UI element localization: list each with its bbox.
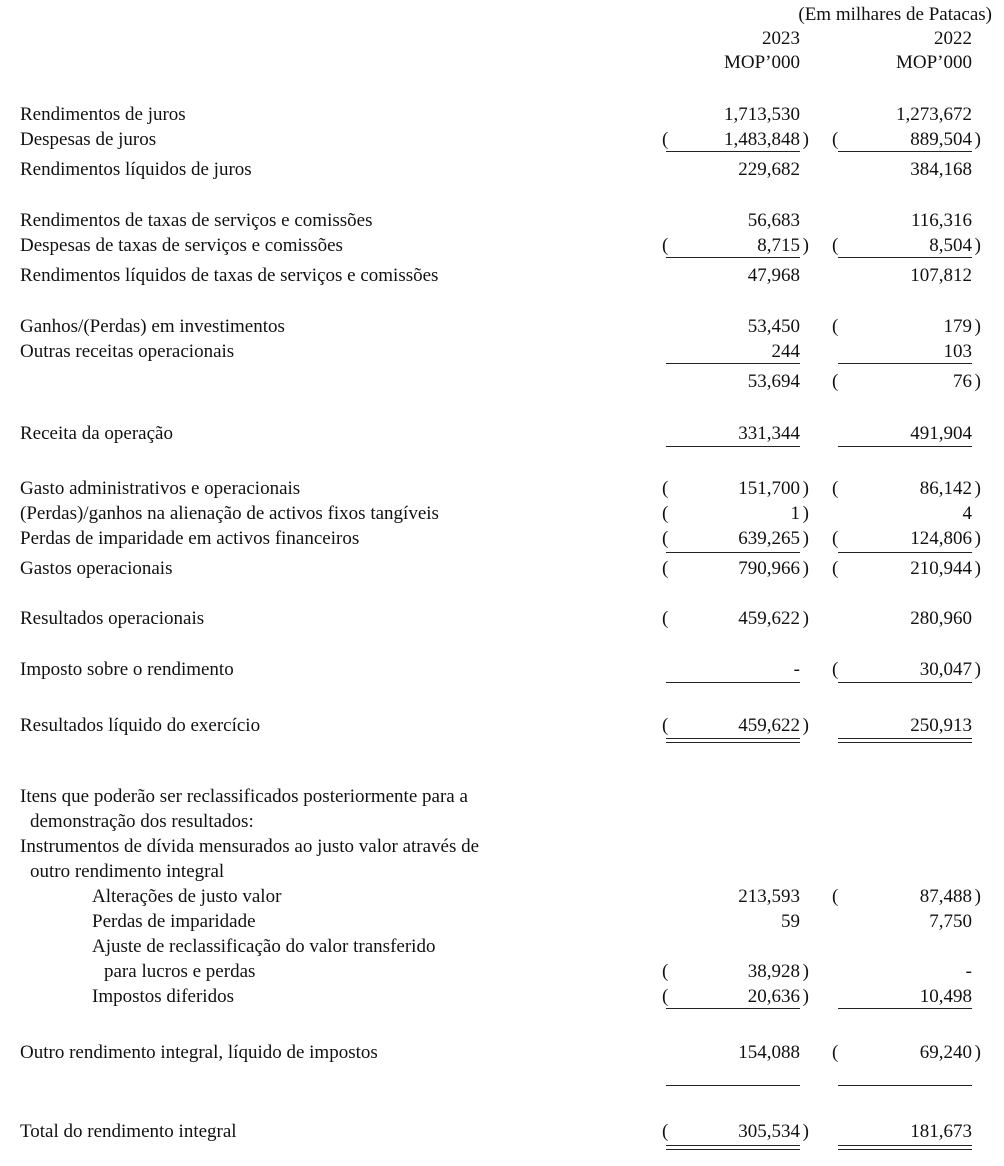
value-cell-2023: [662, 715, 810, 737]
value-cell-2022: [832, 159, 982, 181]
row-label: Ganhos/(Perdas) em investimentos: [20, 316, 285, 337]
row-label: para lucros e perdas: [104, 961, 256, 982]
value-cell-2023: [662, 503, 810, 525]
column-year-2022: 2022: [934, 28, 972, 49]
value-cell-2022: [832, 1042, 982, 1064]
subtotal-rule-2023: [666, 446, 800, 447]
value-cell-2022: [832, 659, 982, 681]
row-label: Gasto administrativos e operacionais: [20, 478, 301, 499]
close-paren: ): [974, 528, 981, 549]
row-label: Despesas de juros: [20, 129, 157, 150]
value-number: 459,622: [738, 608, 800, 629]
value-cell-2022: [832, 558, 982, 580]
value-number: 69,240: [919, 1042, 972, 1063]
close-paren: ): [802, 528, 809, 549]
value-cell-2022: [832, 235, 982, 257]
value-number: 790,966: [738, 558, 800, 579]
value-cell-2022: [832, 341, 982, 363]
close-paren: ): [974, 558, 981, 579]
subtotal-rule-2022: [838, 1008, 972, 1009]
subtotal-rule-2022: [838, 552, 972, 553]
value-cell-2022: [832, 316, 982, 338]
row-label: Outras receitas operacionais: [20, 341, 235, 362]
value-cell-2023: [662, 316, 810, 338]
value-number: 639,265: [738, 528, 800, 549]
value-number: 384,168: [910, 159, 972, 180]
subtotal-rule-2023: [666, 552, 800, 553]
close-paren: ): [974, 316, 981, 337]
value-number: 491,904: [910, 423, 972, 444]
value-cell-2022: [832, 371, 982, 393]
value-number: 1,273,672: [896, 104, 972, 125]
row-label: Rendimentos líquidos de taxas de serviços e comissões: [20, 265, 439, 286]
value-cell-2023: [662, 659, 810, 681]
open-paren: (: [662, 478, 669, 499]
value-number: 59: [781, 911, 800, 932]
open-paren: (: [662, 715, 669, 736]
open-paren: (: [832, 316, 839, 337]
subtotal-rule-2023: [666, 151, 800, 152]
open-paren: (: [662, 235, 669, 256]
value-number: 116,316: [910, 210, 972, 231]
row-label: Perdas de imparidade: [92, 911, 256, 932]
value-cell-2023: [662, 558, 810, 580]
open-paren: (: [662, 608, 669, 629]
value-cell-2022: [832, 104, 982, 126]
value-cell-2023: [662, 608, 810, 630]
value-cell-2023: [662, 159, 810, 181]
close-paren: ): [802, 478, 809, 499]
value-cell-2022: [832, 528, 982, 550]
value-number: 76: [953, 371, 972, 392]
value-number: 56,683: [747, 210, 800, 231]
close-paren: ): [802, 558, 809, 579]
value-cell-2022: [832, 886, 982, 908]
column-currency-2023: MOP’000: [723, 52, 800, 73]
value-cell-2022: [832, 129, 982, 151]
open-paren: (: [832, 886, 839, 907]
value-cell-2023: [662, 961, 810, 983]
value-number: 280,960: [910, 608, 972, 629]
total-double-rule-2022: [838, 1145, 972, 1150]
value-cell-2022: [832, 911, 982, 933]
row-label: demonstração dos resultados:: [30, 811, 254, 832]
value-cell-2023: [662, 129, 810, 151]
open-paren: (: [662, 961, 669, 982]
close-paren: ): [974, 235, 981, 256]
value-cell-2022: [832, 423, 982, 445]
row-label: Despesas de taxas de serviços e comissões: [20, 235, 343, 256]
row-label: Resultados líquido do exercício: [20, 715, 261, 736]
subtotal-rule-2022: [838, 1085, 972, 1086]
subtotal-rule-2023: [666, 363, 800, 364]
row-label: Instrumentos de dívida mensurados ao justo valor através de: [20, 836, 480, 857]
value-cell-2023: [662, 210, 810, 232]
row-label: Perdas de imparidade em activos financeiros: [20, 528, 360, 549]
row-label: Receita da operação: [20, 423, 173, 444]
value-cell-2023: [662, 265, 810, 287]
close-paren: ): [802, 986, 809, 1007]
row-label: Ajuste de reclassificação do valor transferido: [92, 936, 436, 957]
row-label: Rendimentos de taxas de serviços e comissões: [20, 210, 373, 231]
open-paren: (: [662, 528, 669, 549]
total-double-rule-2023: [666, 1145, 800, 1150]
value-number: 4: [962, 503, 972, 524]
value-number: 86,142: [919, 478, 972, 499]
close-paren: ): [974, 659, 981, 680]
value-number: 459,622: [738, 715, 800, 736]
subtotal-rule-2022: [838, 151, 972, 152]
value-number: 331,344: [738, 423, 800, 444]
value-number: 38,928: [747, 961, 800, 982]
row-label: Total do rendimento integral: [20, 1121, 237, 1142]
open-paren: (: [832, 659, 839, 680]
close-paren: ): [974, 129, 981, 150]
value-cell-2023: [662, 986, 810, 1008]
row-label: Gastos operacionais: [20, 558, 173, 579]
value-number: 1,713,530: [724, 104, 800, 125]
row-label: (Perdas)/ganhos na alienação de activos fixos tangíveis: [20, 503, 439, 524]
value-cell-2022: [832, 986, 982, 1008]
total-double-rule-2022: [838, 738, 972, 743]
value-number: 103: [943, 341, 972, 362]
value-cell-2022: [832, 210, 982, 232]
close-paren: ): [802, 503, 809, 524]
value-cell-2022: [832, 1121, 982, 1143]
value-cell-2023: [662, 1121, 810, 1143]
value-number: -: [965, 961, 972, 982]
value-number: 213,593: [738, 886, 800, 907]
subtotal-rule-2022: [838, 682, 972, 683]
value-cell-2023: [662, 235, 810, 257]
value-cell-2022: [832, 265, 982, 287]
value-number: 181,673: [910, 1121, 972, 1142]
close-paren: ): [974, 371, 981, 392]
open-paren: (: [662, 558, 669, 579]
subtotal-rule-2022: [838, 363, 972, 364]
value-number: 124,806: [910, 528, 972, 549]
subtotal-rule-2022: [838, 257, 972, 258]
column-year-2023: 2023: [762, 28, 800, 49]
value-number: 1,483,848: [724, 129, 800, 150]
open-paren: (: [662, 986, 669, 1007]
open-paren: (: [832, 129, 839, 150]
value-number: 244: [771, 341, 800, 362]
row-label: Impostos diferidos: [92, 986, 234, 1007]
value-cell-2023: [662, 478, 810, 500]
value-cell-2023: [662, 1042, 810, 1064]
value-number: 53,694: [747, 371, 800, 392]
value-cell-2023: [662, 886, 810, 908]
value-cell-2022: [832, 478, 982, 500]
value-number: 30,047: [919, 659, 972, 680]
value-cell-2023: [662, 341, 810, 363]
row-label: Imposto sobre o rendimento: [20, 659, 234, 680]
row-label: Rendimentos de juros: [20, 104, 186, 125]
open-paren: (: [662, 503, 669, 524]
value-number: 250,913: [910, 715, 972, 736]
value-number: 229,682: [738, 159, 800, 180]
value-number: 889,504: [910, 129, 972, 150]
close-paren: ): [802, 608, 809, 629]
subtotal-rule-2023: [666, 257, 800, 258]
value-number: 10,498: [919, 986, 972, 1007]
open-paren: (: [832, 371, 839, 392]
row-label: Outro rendimento integral, líquido de impostos: [20, 1042, 378, 1063]
value-number: 107,812: [910, 265, 972, 286]
row-label: outro rendimento integral: [30, 861, 225, 882]
row-label: Alterações de justo valor: [92, 886, 282, 907]
subtotal-rule-2023: [666, 1008, 800, 1009]
value-number: 87,488: [919, 886, 972, 907]
close-paren: ): [974, 478, 981, 499]
value-cell-2022: [832, 961, 982, 983]
open-paren: (: [832, 1042, 839, 1063]
row-label: Resultados operacionais: [20, 608, 205, 629]
close-paren: ): [802, 961, 809, 982]
open-paren: (: [662, 129, 669, 150]
value-number: 47,968: [747, 265, 800, 286]
total-double-rule-2023: [666, 738, 800, 743]
open-paren: (: [832, 558, 839, 579]
value-cell-2023: [662, 104, 810, 126]
close-paren: ): [802, 235, 809, 256]
value-number: 8,504: [929, 235, 972, 256]
value-number: 151,700: [738, 478, 800, 499]
close-paren: ): [974, 886, 981, 907]
value-number: 154,088: [738, 1042, 800, 1063]
value-number: 305,534: [738, 1121, 800, 1142]
value-cell-2022: [832, 503, 982, 525]
close-paren: ): [974, 1042, 981, 1063]
value-number: 210,944: [910, 558, 972, 579]
open-paren: (: [832, 235, 839, 256]
value-cell-2023: [662, 423, 810, 445]
value-number: -: [793, 659, 800, 680]
open-paren: (: [832, 528, 839, 549]
value-number: 1: [790, 503, 800, 524]
value-number: 53,450: [747, 316, 800, 337]
close-paren: ): [802, 1121, 809, 1142]
value-cell-2023: [662, 371, 810, 393]
open-paren: (: [832, 478, 839, 499]
open-paren: (: [662, 1121, 669, 1142]
value-number: 179: [943, 316, 972, 337]
subtotal-rule-2022: [838, 446, 972, 447]
row-label: Rendimentos líquidos de juros: [20, 159, 252, 180]
subtotal-rule-2023: [666, 1085, 800, 1086]
close-paren: ): [802, 715, 809, 736]
close-paren: ): [802, 129, 809, 150]
value-number: 8,715: [757, 235, 800, 256]
column-currency-2022: MOP’000: [895, 52, 972, 73]
value-cell-2022: [832, 608, 982, 630]
row-label: Itens que poderão ser reclassificados posteriormente para a: [20, 786, 468, 807]
unit-note: (Em milhares de Patacas): [798, 4, 992, 25]
value-cell-2023: [662, 528, 810, 550]
value-number: 20,636: [747, 986, 800, 1007]
value-cell-2023: [662, 911, 810, 933]
value-number: 7,750: [929, 911, 972, 932]
value-cell-2022: [832, 715, 982, 737]
subtotal-rule-2023: [666, 682, 800, 683]
